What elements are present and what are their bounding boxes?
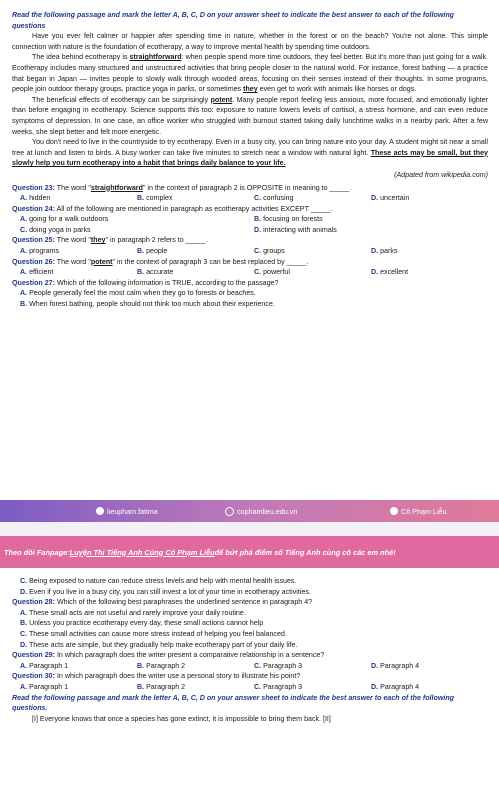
question-highlight: straightforward — [90, 183, 143, 192]
question-label: Question 30: — [12, 672, 55, 681]
paragraph-2 — [12, 52, 488, 94]
paragraph-2-text-b: : when people spend more time outdoors, they feel better. But it's more than just going for a walk. Ecotherapy includes many structured and unstructured activities that bring people closer to the natural world. For instance, forest bathing — a practice that began in Japan — invites people to slowly walk through wooded areas, focusing on their senses instead of their thoughts. In some programs, people join outdoor therapy groups, practice yoga in parks, or sometimes — [12, 53, 488, 94]
option-d[interactable]: D. Paragraph 4 — [371, 682, 420, 691]
footer-left-text: lieupham.fatima — [107, 506, 158, 516]
option-d[interactable]: D. parks — [371, 247, 398, 256]
question-23-options — [12, 193, 488, 204]
question-text: The word " — [54, 257, 91, 266]
question-label: Question 26: — [12, 257, 55, 266]
underlined-sentence: These acts may be small, but they slowly help you turn ecotherapy into a habit that brings daily balance to your life. — [12, 148, 488, 168]
fanpage-banner — [0, 536, 499, 568]
paragraph-3-text-b: . Many people report feeling less anxious, more focused, and emotionally lighter than before engaging in ecotherapy. Science supports this too: exposure to nature lowers levels of cortisol, a stress hormone, and can even reduce symptoms of depression. In one case, an office worker who struggled with burnout started taking daily lunchtime walks in a nearby park. After a few weeks, she slept better and felt more energetic. — [12, 95, 488, 136]
banner-text-b: để bứt phá điểm số Tiếng Anh cùng cô các em nhé! — [214, 547, 396, 557]
option-d[interactable]: D. These acts are simple, but they gradually help make ecotherapy part of your daily life. — [20, 640, 298, 649]
question-text: In which paragraph does the writer present a comparative relationship in a sentence? — [54, 651, 325, 660]
option-b[interactable]: B. Unless you practice ecotherapy every day, these small actions cannot help — [20, 619, 264, 628]
option-a[interactable]: A. Paragraph 1 — [20, 682, 69, 691]
page-gap — [0, 522, 499, 536]
option-a[interactable]: A. Paragraph 1 — [20, 661, 69, 670]
option-a[interactable]: A. efficient — [20, 268, 54, 277]
question-label: Question 27: — [12, 278, 55, 287]
option-b[interactable]: B. Paragraph 2 — [137, 661, 186, 670]
footer-item-facebook[interactable] — [96, 507, 158, 516]
option-b[interactable]: B. people — [137, 247, 168, 256]
question-30 — [12, 671, 488, 682]
footer-right-text: Cô Phạm Liễu — [401, 506, 447, 516]
question-text: " in the context of paragraph 3 can be best replaced by _____. — [112, 257, 309, 266]
paragraph-3-text-a: The beneficial effects of ecotherapy can be surprisingly — [32, 95, 211, 104]
question-text: Which of the following best paraphrases the underlined sentence in paragraph 4? — [54, 598, 313, 607]
question-24-options-row-1 — [12, 214, 488, 225]
question-24-options-row-2 — [12, 225, 488, 236]
instruction-heading: Read the following passage and mark the letter A, B, C, D on your answer sheet to indicate the best answer to each of the following questions — [12, 11, 454, 30]
option-b[interactable]: B. When forest bathing, people should not think too much about their experience. — [20, 300, 275, 309]
question-label: Question 23: — [12, 183, 55, 192]
question-text: " in paragraph 2 refers to _____. — [105, 236, 208, 245]
question-26 — [12, 257, 488, 268]
option-c[interactable]: C. Paragraph 3 — [254, 661, 303, 670]
option-c[interactable]: C. powerful — [254, 268, 290, 277]
question-text: In which paragraph does the writer use a personal story to illustrate his point? — [54, 672, 301, 681]
option-a[interactable]: A. programs — [20, 247, 60, 256]
facebook-icon — [96, 507, 104, 515]
option-c[interactable]: C. confusing — [254, 194, 294, 203]
option-b[interactable]: B. Paragraph 2 — [137, 682, 186, 691]
banner-text-a: Theo dõi Fanpage: — [4, 547, 70, 557]
option-a[interactable]: A. going for a walk outdoors — [20, 215, 109, 224]
option-d[interactable]: D. excellent — [371, 268, 409, 277]
next-passage-start: [I] Everyone knows that once a species has gone extinct, it is impossible to bring them back. [II] — [32, 714, 331, 723]
option-c[interactable]: C. Being exposed to nature can reduce stress levels and help with mental health issues. — [20, 577, 297, 585]
question-text: The word " — [54, 183, 91, 192]
instruction-heading-2: Read the following passage and mark the letter A, B, C, D on your answer sheet to indicate the best answer to each of the following questions. — [12, 693, 454, 713]
option-c[interactable]: C. doing yoga in parks — [20, 225, 91, 234]
paragraph-4 — [12, 137, 488, 169]
option-b[interactable]: B. accurate — [137, 268, 174, 277]
option-b[interactable]: B. focusing on forests — [254, 215, 323, 224]
question-25 — [12, 235, 488, 246]
question-label: Question 28: — [12, 598, 55, 607]
option-d[interactable]: D. interacting with animals — [254, 225, 337, 234]
paragraph-2-text-a: The idea behind ecotherapy is — [32, 53, 130, 62]
option-c[interactable]: C. These small activities can cause more stress instead of helping you feel balanced. — [20, 629, 287, 638]
question-24 — [12, 204, 488, 215]
option-d[interactable]: D. Paragraph 4 — [371, 661, 420, 670]
option-a[interactable]: A. hidden — [20, 194, 51, 203]
question-label: Question 24: — [12, 204, 55, 213]
paragraph-3 — [12, 95, 488, 137]
question-29 — [12, 650, 488, 661]
footer-item-name[interactable] — [390, 507, 447, 516]
reading-section-continued — [12, 576, 488, 724]
question-text: " in the context of paragraph 2 is OPPOSITE in meaning to _____. — [142, 183, 352, 192]
paragraph-2-text-c: even get to work with animals like horses or dogs. — [257, 85, 417, 94]
question-text: The word " — [54, 236, 91, 245]
question-text: Which of the following information is TRUE, according to the passage? — [54, 278, 279, 287]
footer-item-website[interactable] — [225, 507, 297, 516]
banner-link[interactable]: Luyện Thi Tiếng Anh Cùng Cô Phạm Liễu — [69, 547, 215, 557]
question-23 — [12, 183, 488, 194]
globe-icon — [225, 507, 234, 516]
question-label: Question 25: — [12, 236, 55, 245]
option-c[interactable]: C. groups — [254, 247, 285, 256]
paragraph-1-text: Have you ever felt calmer or happier after spending time in nature, whether in the forest or on the beach? You're not alone. This simple connection with nature is the foundation of ecotherapy, a way to improve mental health by spending time outdoors. — [12, 32, 488, 51]
question-30-options — [12, 682, 488, 693]
option-d[interactable]: D. Even if you live in a busy city, you can still invest a lot of your time in ecotherapy activities. — [20, 587, 311, 596]
highlight-word-potent: potent — [210, 95, 233, 104]
question-highlight: potent — [90, 257, 113, 266]
footer-center-text: cophamlieu.edu.vn — [237, 506, 298, 516]
source-citation: (Adpated from wikipedia.com) — [394, 170, 488, 179]
paragraph-4-text-a: You don't need to live in the countryside to try ecotherapy. Even in a busy city, you can bring nature into your day. A student might sit near a small tree at lunch and listen to birds. A busy worker can take five minutes to stretch near a window with natural light. — [12, 138, 488, 157]
footer-bar — [0, 500, 499, 522]
question-text: All of the following are mentioned in paragraph as ecotherapy activities EXCEPT _____. — [54, 204, 333, 213]
question-26-options — [12, 267, 488, 278]
option-a[interactable]: A. People generally feel the most calm when they go to forests or beaches. — [20, 289, 256, 298]
question-25-options — [12, 246, 488, 257]
question-29-options — [12, 661, 488, 672]
option-d[interactable]: D. uncertain — [371, 194, 410, 203]
highlight-word-straightforward: straightforward — [129, 53, 182, 62]
paragraph-1 — [12, 31, 488, 52]
option-b[interactable]: B. complex — [137, 194, 173, 203]
question-28 — [12, 597, 488, 608]
question-highlight: they — [90, 236, 106, 245]
option-c[interactable]: C. Paragraph 3 — [254, 682, 303, 691]
reading-section — [12, 10, 488, 310]
question-label: Question 29: — [12, 651, 55, 660]
highlight-word-they: they — [243, 85, 258, 94]
messenger-icon — [390, 507, 398, 515]
question-27 — [12, 278, 488, 289]
option-a[interactable]: A. These small acts are not useful and rarely improve your daily routine. — [20, 608, 246, 617]
